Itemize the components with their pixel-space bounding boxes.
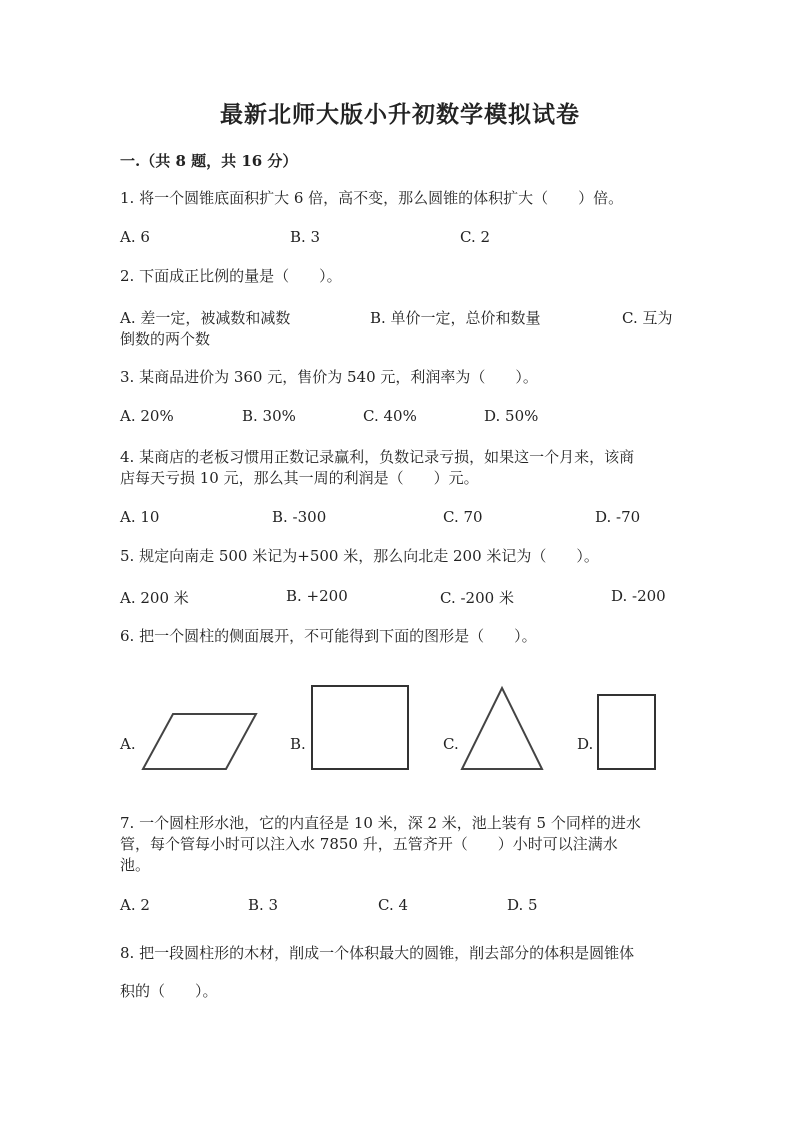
q3-option-a: A. 20% [120, 407, 174, 425]
q7-option-d: D. 5 [507, 896, 538, 914]
triangle-shape [462, 688, 542, 769]
q5-option-a: A. 200 米 [120, 589, 189, 607]
question-3: 3. 某商品进价为 360 元，售价为 540 元，利润率为（ ）。 [120, 368, 538, 386]
question-4-line-2: 店每天亏损 10 元，那么其一周的利润是（ ）元。 [120, 469, 479, 487]
q1-option-c: C. 2 [460, 228, 491, 246]
q3-option-c: C. 40% [363, 407, 417, 425]
q7-option-b: B. 3 [248, 896, 279, 914]
q1-option-a: A. 6 [120, 228, 150, 246]
parallelogram-shape [143, 714, 256, 769]
q6-label-a: A. [120, 735, 136, 753]
question-7-line-1: 7. 一个圆柱形水池，它的内直径是 10 米，深 2 米，池上装有 5 个同样的进水 [120, 814, 641, 832]
section-heading: 一.（共 8 题，共 16 分） [120, 152, 298, 170]
q3-option-d: D. 50% [484, 407, 539, 425]
question-5: 5. 规定向南走 500 米记为+500 米，那么向北走 200 米记为（ ）。 [120, 547, 599, 565]
question-2: 2. 下面成正比例的量是（ ）。 [120, 267, 342, 285]
q4-option-a: A. 10 [120, 508, 160, 526]
question-4-line-1: 4. 某商店的老板习惯用正数记录赢利，负数记录亏损，如果这一个月来，该商 [120, 448, 635, 466]
q4-option-c: C. 70 [443, 508, 483, 526]
question-8-line-1: 8. 把一段圆柱形的木材，削成一个体积最大的圆锥，削去部分的体积是圆锥体 [120, 944, 635, 962]
q1-option-b: B. 3 [290, 228, 321, 246]
q6-label-b: B. [290, 735, 306, 753]
q4-option-d: D. -70 [595, 508, 641, 526]
question-6: 6. 把一个圆柱的侧面展开，不可能得到下面的图形是（ ）。 [120, 627, 537, 645]
question-8-line-2: 积的（ ）。 [120, 982, 218, 1000]
q5-option-c: C. -200 米 [440, 589, 514, 607]
q5-option-b: B. +200 [286, 587, 348, 605]
q4-option-b: B. -300 [272, 508, 327, 526]
page-title: 最新北师大版小升初数学模拟试卷 [220, 101, 580, 128]
rectangle-shape [598, 695, 655, 769]
square-shape [312, 686, 408, 769]
question-7-line-3: 池。 [120, 856, 151, 874]
question-7-line-2: 管，每个管每小时可以注入水 7850 升，五管齐开（ ）小时可以注满水 [120, 835, 618, 853]
q6-label-d: D. [577, 735, 594, 753]
question-7 [120, 813, 680, 876]
q2-option-b: B. 单价一定，总价和数量 [370, 309, 541, 327]
q3-option-b: B. 30% [242, 407, 296, 425]
q7-option-c: C. 4 [378, 896, 409, 914]
question-8 [120, 934, 680, 1010]
q6-label-c: C. [443, 735, 459, 753]
q2-option-c-continued: 倒数的两个数 [120, 330, 211, 348]
q7-option-a: A. 2 [120, 896, 150, 914]
q2-option-a: A. 差一定，被减数和减数 [120, 309, 291, 327]
q5-option-d: D. -200 [611, 587, 666, 605]
question-1: 1. 将一个圆锥底面积扩大 6 倍，高不变，那么圆锥的体积扩大（ ）倍。 [120, 189, 624, 207]
q2-option-c: C. 互为 [622, 309, 673, 327]
